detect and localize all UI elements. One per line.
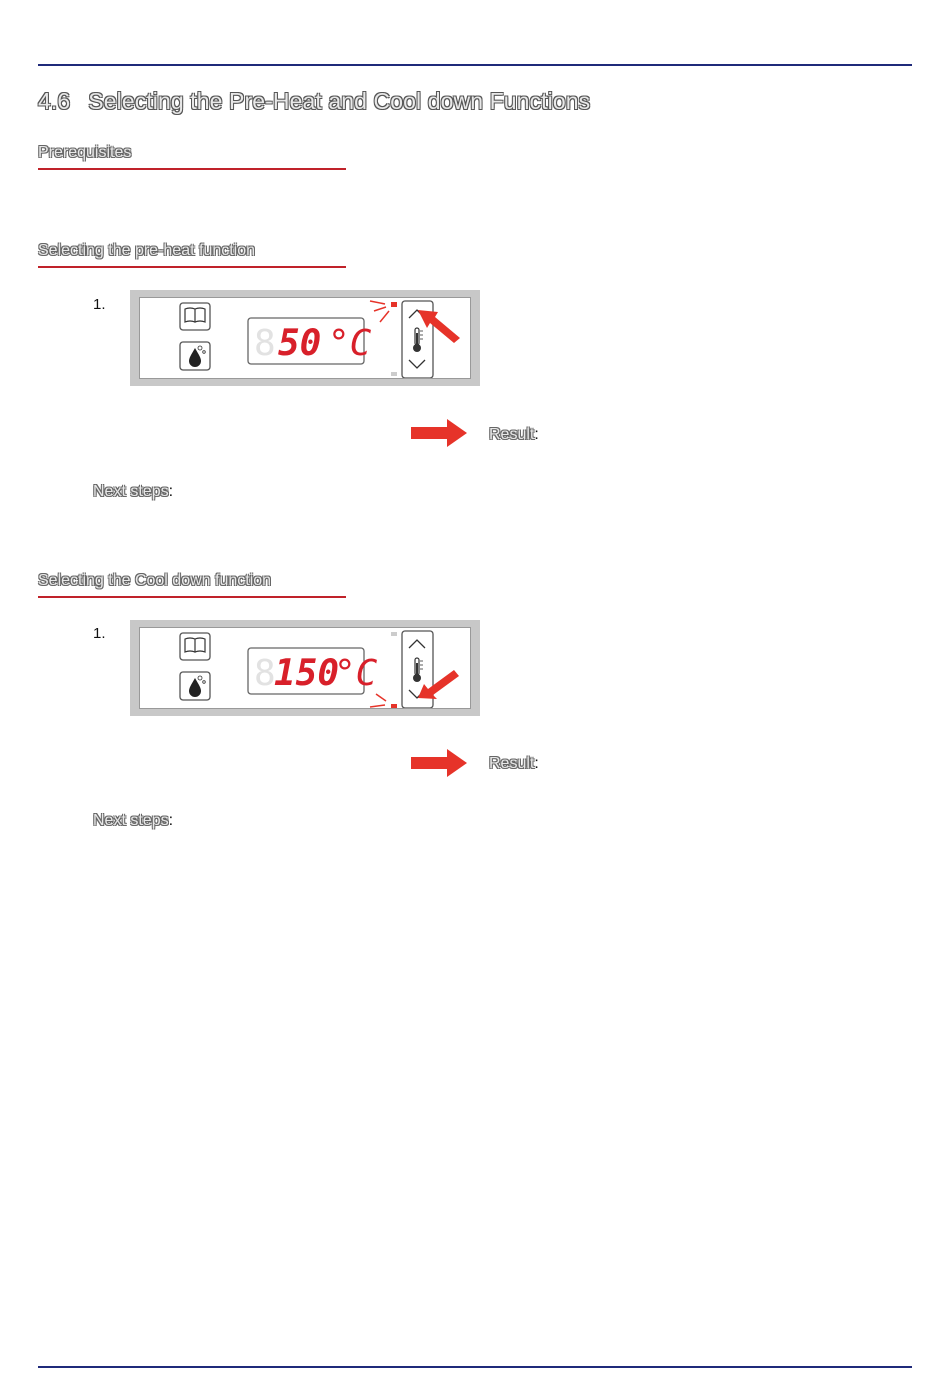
display-unit: °C [334, 653, 378, 694]
section-number: 4.6 [38, 88, 71, 114]
display-unit: °C [328, 323, 372, 364]
section-title: Selecting the Pre-Heat and Cool down Functions [88, 88, 591, 114]
header-rule [38, 64, 912, 66]
steam-drop-icon[interactable] [180, 342, 210, 370]
display-value: 50 [278, 323, 322, 364]
led-indicator [370, 301, 397, 322]
inactive-led [391, 372, 397, 376]
cooldown-result-label: Result: [489, 755, 539, 772]
pointer-arrow-icon [410, 668, 466, 708]
display-value: 150 [274, 653, 340, 694]
led-indicator [370, 694, 397, 708]
preheat-result-label: Result: [489, 426, 539, 443]
inactive-digit: 8 [254, 653, 276, 694]
book-icon[interactable] [180, 633, 210, 660]
inactive-digit: 8 [254, 323, 276, 364]
preheat-step-number: 1. [93, 296, 106, 313]
prerequisites-heading: Prerequisites [38, 144, 346, 170]
result-arrow-icon [411, 419, 469, 447]
steam-drop-icon[interactable] [180, 672, 210, 700]
temperature-display [248, 648, 378, 694]
result-arrow-icon [411, 749, 469, 777]
cooldown-step-number: 1. [93, 625, 106, 642]
footer-rule [38, 1366, 912, 1368]
pointer-arrow-icon [408, 298, 468, 348]
temperature-display [248, 318, 372, 364]
inactive-led [391, 632, 397, 636]
book-icon[interactable] [180, 303, 210, 330]
cooldown-next-steps-label: Next steps: [93, 812, 174, 829]
preheat-next-steps-label: Next steps: [93, 483, 174, 500]
preheat-heading: Selecting the pre-heat function [38, 242, 346, 268]
page-title [38, 88, 590, 115]
cooldown-heading: Selecting the Cool down function [38, 572, 346, 598]
